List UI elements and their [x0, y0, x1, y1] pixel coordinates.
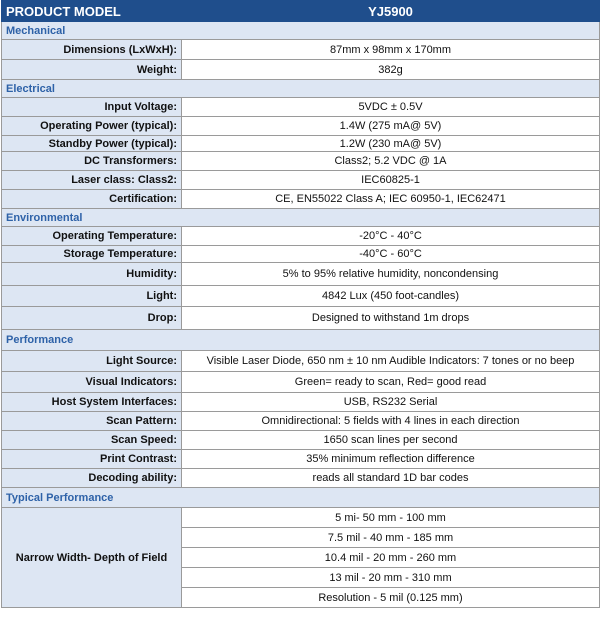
spec-label: Standby Power (typical): [2, 136, 182, 152]
spec-value: CE, EN55022 Class A; IEC 60950-1, IEC62471 [182, 190, 600, 209]
spec-label: DC Transformers: [2, 152, 182, 171]
header-row [2, 1, 600, 22]
spec-value: IEC60825-1 [182, 171, 600, 190]
spec-label: Decoding ability: [2, 469, 182, 488]
spec-value: 4842 Lux (450 foot-candles) [182, 286, 600, 307]
table-row [2, 136, 600, 152]
table-row [2, 98, 600, 117]
spec-label: Drop: [2, 307, 182, 330]
spec-label: Scan Pattern: [2, 412, 182, 431]
spec-label: Operating Temperature: [2, 227, 182, 246]
spec-value: 1.4W (275 mA@ 5V) [182, 117, 600, 136]
table-row [2, 117, 600, 136]
depth-of-field-value: 10.4 mil - 20 mm - 260 mm [182, 548, 600, 568]
depth-of-field-value: Resolution - 5 mil (0.125 mm) [182, 588, 600, 608]
table-row [2, 246, 600, 263]
table-row [2, 508, 600, 528]
spec-label: Laser class: Class2: [2, 171, 182, 190]
table-row [2, 227, 600, 246]
table-row [2, 60, 600, 80]
spec-label: Weight: [2, 60, 182, 80]
spec-value: Visible Laser Diode, 650 nm ± 10 nm Audible Indicators: 7 tones or no beep [182, 351, 600, 372]
depth-of-field-value: 7.5 mil - 40 mm - 185 mm [182, 528, 600, 548]
spec-value: 1650 scan lines per second [182, 431, 600, 450]
spec-value: Class2; 5.2 VDC @ 1A [182, 152, 600, 171]
spec-value: 5% to 95% relative humidity, noncondensing [182, 263, 600, 286]
spec-table [1, 0, 600, 608]
section-mechanical [2, 22, 600, 40]
section-performance [2, 330, 600, 351]
spec-value: reads all standard 1D bar codes [182, 469, 600, 488]
depth-of-field-label: Narrow Width- Depth of Field [2, 508, 182, 608]
spec-value: Designed to withstand 1m drops [182, 307, 600, 330]
spec-value: 35% minimum reflection difference [182, 450, 600, 469]
section-electrical [2, 80, 600, 98]
table-row [2, 40, 600, 60]
spec-label: Storage Temperature: [2, 246, 182, 263]
spec-value: -20°C - 40°C [182, 227, 600, 246]
spec-value: 1.2W (230 mA@ 5V) [182, 136, 600, 152]
spec-value: Green= ready to scan, Red= good read [182, 372, 600, 393]
table-row [2, 431, 600, 450]
spec-label: Light Source: [2, 351, 182, 372]
spec-label: Visual Indicators: [2, 372, 182, 393]
table-row [2, 351, 600, 372]
spec-label: Operating Power (typical): [2, 117, 182, 136]
spec-value: USB, RS232 Serial [182, 393, 600, 412]
section-title: Mechanical [2, 22, 600, 40]
spec-label: Humidity: [2, 263, 182, 286]
depth-of-field-value: 5 mi- 50 mm - 100 mm [182, 508, 600, 528]
spec-value: Omnidirectional: 5 fields with 4 lines in each direction [182, 412, 600, 431]
spec-value: 87mm x 98mm x 170mm [182, 40, 600, 60]
spec-label: Print Contrast: [2, 450, 182, 469]
spec-label: Input Voltage: [2, 98, 182, 117]
section-title: Performance [2, 330, 600, 351]
table-row [2, 372, 600, 393]
spec-label: Light: [2, 286, 182, 307]
table-row [2, 412, 600, 431]
table-row [2, 190, 600, 209]
table-row [2, 286, 600, 307]
product-model-value: YJ5900 [182, 1, 600, 22]
spec-label: Host System Interfaces: [2, 393, 182, 412]
spec-label: Scan Speed: [2, 431, 182, 450]
table-row [2, 152, 600, 171]
product-model-label: PRODUCT MODEL [2, 1, 182, 22]
section-title: Electrical [2, 80, 600, 98]
table-row [2, 171, 600, 190]
section-typical-performance [2, 488, 600, 508]
spec-label: Dimensions (LxWxH): [2, 40, 182, 60]
table-row [2, 393, 600, 412]
section-title: Environmental [2, 209, 600, 227]
table-row [2, 307, 600, 330]
depth-of-field-value: 13 mil - 20 mm - 310 mm [182, 568, 600, 588]
section-environmental [2, 209, 600, 227]
spec-value: 382g [182, 60, 600, 80]
table-row [2, 450, 600, 469]
section-title: Typical Performance [2, 488, 600, 508]
spec-value: -40°C - 60°C [182, 246, 600, 263]
table-row [2, 263, 600, 286]
spec-label: Certification: [2, 190, 182, 209]
table-row [2, 469, 600, 488]
spec-value: 5VDC ± 0.5V [182, 98, 600, 117]
